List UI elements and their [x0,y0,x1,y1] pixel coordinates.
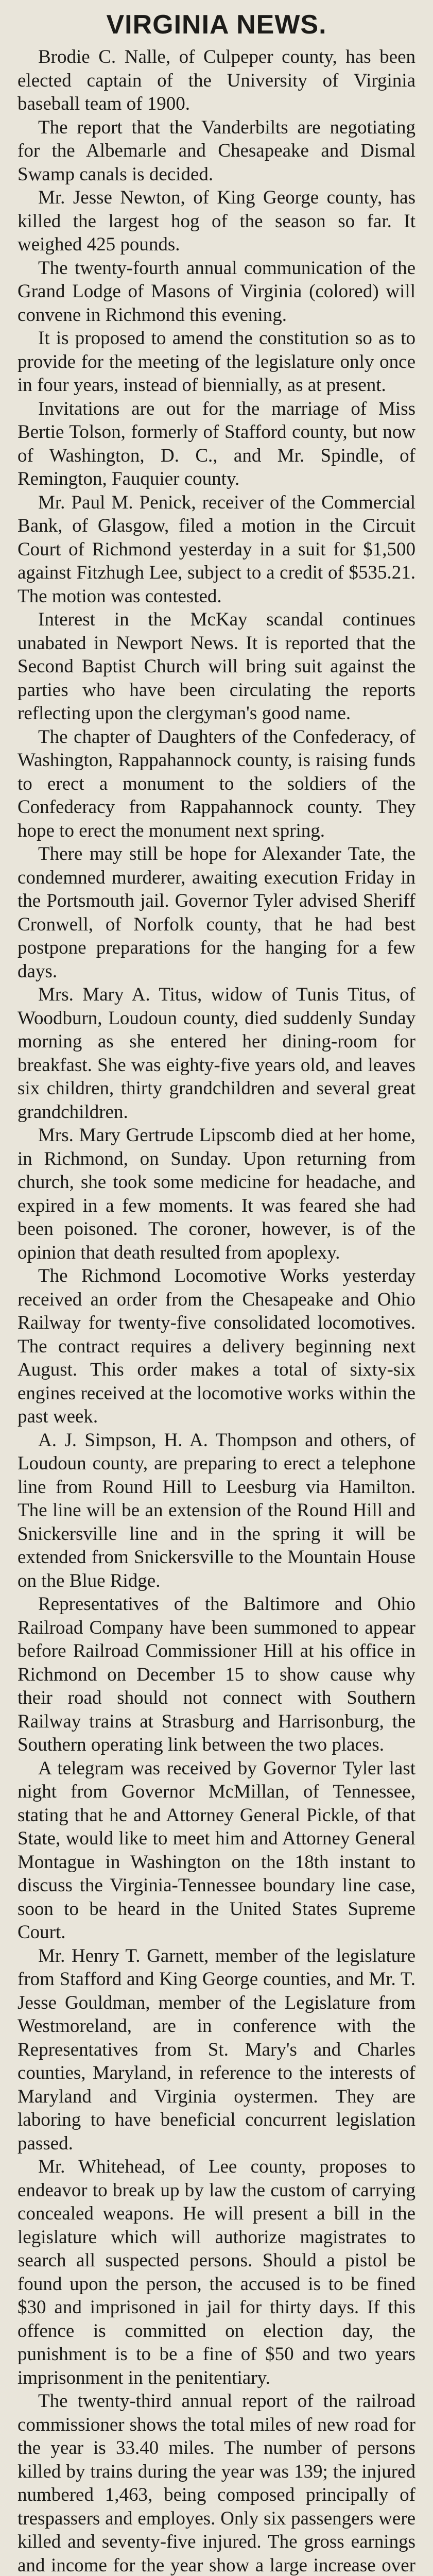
news-item: The Richmond Locomotive Works yesterday received an order from the Chesapeake and Ohio Railway for twenty-five consolidated locomotives. The contract requires a delivery beginning next August. This order makes a total of sixty-six engines received at the locomotive works within the past week. [18,1265,415,1427]
news-item: Interest in the McKay scandal continues unabated in Newport News. It is reported that the Second Baptist Church will bring suit against the parties who have been circulating the reports reflecting upon the clergyman's good name. [18,609,415,724]
news-item: Mr. Jesse Newton, of King George county, has killed the largest hog of the season so far. It weighed 425 pounds. [18,187,415,255]
news-item: Brodie C. Nalle, of Culpeper county, has been elected captain of the University of Virginia baseball team of 1900. [18,46,415,114]
news-item: There may still be hope for Alexander Tate, the condemned murderer, awaiting execution Friday in the Portsmouth jail. Governor Tyler advised Sheriff Cronwell, of Norfolk county, that he had best postpone preparations for the hanging for a few days. [18,843,415,982]
news-item: A telegram was received by Governor Tyler last night from Governor McMillan, of Tennessee, stating that he and Attorney General Pickle, of that State, would like to meet him and Attorney General Montague in Washington on the 18th instant to discuss the Virginia-Tennessee boundary line case, soon to be heard in the United States Supreme Court. [18,1757,415,1943]
news-item: The report that the Vanderbilts are negotiating for the Albemarle and Chesapeake and Dismal Swamp canals is decided. [18,116,415,185]
news-item: Mrs. Mary A. Titus, widow of Tunis Titus, of Woodburn, Loudoun county, died suddenly Sunday morning as she entered her dining-room for breakfast. She was eighty-five years old, and leaves six children, thirty grandchildren and several great grandchildren. [18,984,415,1123]
news-item: Mr. Paul M. Penick, receiver of the Commercial Bank, of Glasgow, filed a motion in the Circuit Court of Richmond yesterday in a suit for $1,500 against Fitzhugh Lee, subject to a credit of $535.21. The motion was contested. [18,492,415,607]
news-item: The chapter of Daughters of the Confederacy, of Washington, Rappahannock county, is raising funds to erect a monument to the soldiers of the Confederacy from Rappahannock county. They hope to erect the monument next spring. [18,726,415,841]
news-items [18,45,415,2576]
news-item: The twenty-fourth annual communication of the Grand Lodge of Masons of Virginia (colored) will convene in Richmond this evening. [18,257,415,326]
news-item: Representatives of the Baltimore and Ohio Railroad Company have been summoned to appear before Railroad Commissioner Hill at his office in Richmond on December 15 to show cause why their road should not connect with Southern Railway trains at Strasburg and Harrisonburg, the Southern operating link between the two places. [18,1594,415,1755]
news-item: Mr. Henry T. Garnett, member of the legislature from Stafford and King George counties, and Mr. T. Jesse Gouldman, member of the Legislature from Westmoreland, are in conference with the Representatives from St. Mary's and Charles counties, Maryland, in reference to the interests of Maryland and Virginia oystermen. They are laboring to have beneficial concurrent legislation passed. [18,1945,415,2154]
headline: VIRGINIA NEWS. [106,10,327,40]
news-item: Mr. Whitehead, of Lee county, proposes to endeavor to break up by law the custom of carrying concealed weapons. He will present a bill in the legislature which will authorize magistrates to search all suspected persons. Should a pistol be found upon the person, the accused is to be fined $30 and imprisoned in jail for thirty days. If this offence is committed on election day, the punishment is to be a fine of $50 and two years imprisonment in the penitentiary. [18,2156,415,2388]
news-item: Mrs. Mary Gertrude Lipscomb died at her home, in Richmond, on Sunday. Upon returning from church, she took some medicine for headache, and expired in a few moments. It was feared she had been poisoned. The coroner, however, is of the opinion that death resulted from apoplexy. [18,1125,415,1263]
news-item: The twenty-third annual report of the railroad commissioner shows the total miles of new road for the year is 33.40 miles. The number of persons killed by trains during the year was 139; the injured numbered 1,463, being composed principally of trespassers and employes. Only six passengers were killed and seventy-five injured. The gross earnings and income for the year show a large increase over [18,2391,415,2576]
news-item: Invitations are out for the marriage of Miss Bertie Tolson, formerly of Stafford county, but now of Washington, D. C., and Mr. Spindle, of Remington, Fauquier county. [18,398,415,489]
news-item: It is proposed to amend the constitution so as to provide for the meeting of the legislature only once in four years, instead of biennially, as at present. [18,328,415,396]
news-item: A. J. Simpson, H. A. Thompson and others, of Loudoun county, are preparing to erect a telephone line from Round Hill to Leesburg via Hamilton. The line will be an extension of the Round Hill and Snickersville line and in the spring it will be extended from Snickersville to the Mountain House on the Blue Ridge. [18,1429,415,1591]
